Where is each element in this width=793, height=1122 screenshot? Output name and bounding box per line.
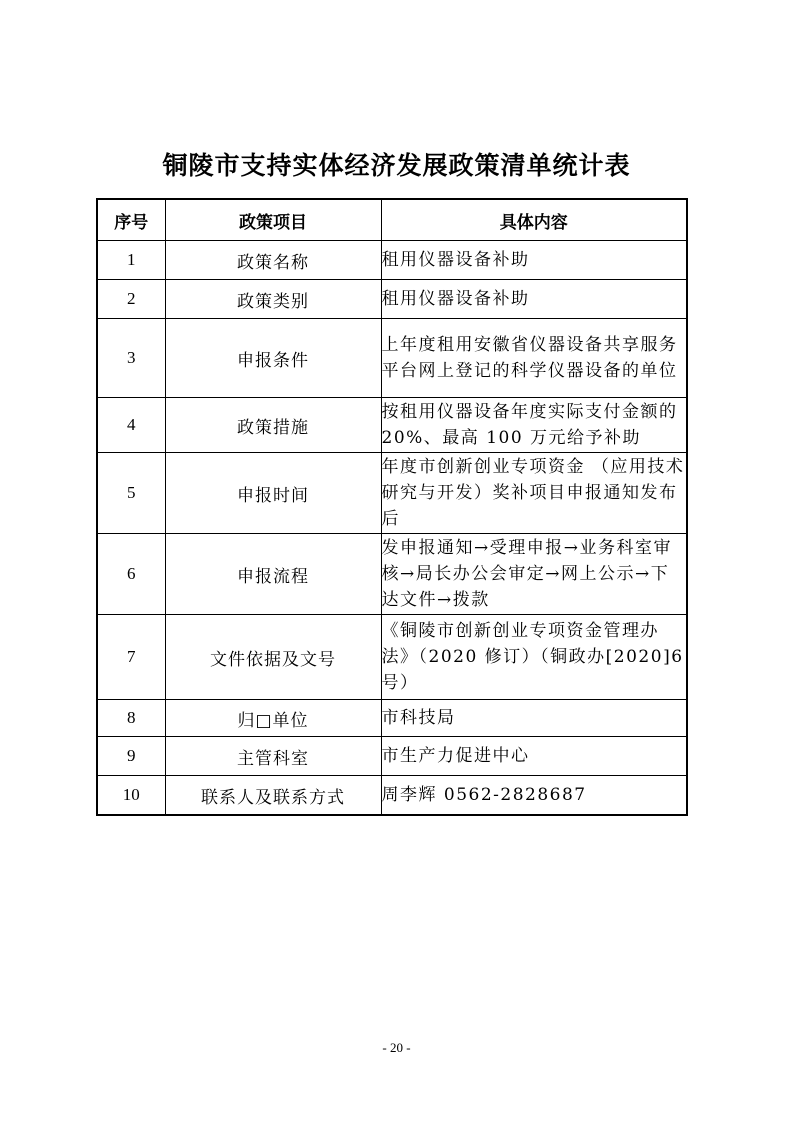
row-content: 市生产力促进中心 [381,737,687,776]
row-item: 申报条件 [165,319,381,398]
row-item: 政策措施 [165,398,381,453]
row-content: 发申报通知→受理申报→业务科室审核→局长办公会审定→网上公示→下达文件→拨款 [381,534,687,615]
table-row [97,534,687,615]
row-content: 年度市创新创业专项资金 （应用技术研究与开发）奖补项目申报通知发布后 [381,453,687,534]
row-no: 1 [97,241,165,280]
row-item: 申报时间 [165,453,381,534]
header-no: 序号 [97,199,165,241]
row-no: 6 [97,534,165,615]
row-content: 《铜陵市创新创业专项资金管理办法》（2020 修订）（铜政办[2020]6 号） [381,615,687,700]
table-row [97,737,687,776]
row-item: 文件依据及文号 [165,615,381,700]
row-no: 4 [97,398,165,453]
table-row [97,398,687,453]
row-no: 2 [97,280,165,319]
row-item: 政策类别 [165,280,381,319]
row-no: 3 [97,319,165,398]
table-row [97,700,687,737]
table-row [97,776,687,816]
row-no: 10 [97,776,165,816]
table-row [97,453,687,534]
page-title: 铜陵市支持实体经济发展政策清单统计表 [162,151,631,180]
row-content: 上年度租用安徽省仪器设备共享服务平台网上登记的科学仪器设备的单位 [381,319,687,398]
row-no: 9 [97,737,165,776]
row-no: 8 [97,700,165,737]
policy-table [96,198,688,816]
row-item: 政策名称 [165,241,381,280]
header-item: 政策项目 [165,199,381,241]
table-row [97,280,687,319]
row-item: 联系人及联系方式 [165,776,381,816]
table-header-row [97,199,687,241]
row-item: 申报流程 [165,534,381,615]
row-content: 市科技局 [381,700,687,737]
row-content: 按租用仪器设备年度实际支付金额的 20%、最高 100 万元给予补助 [381,398,687,453]
row-no: 7 [97,615,165,700]
table-row [97,241,687,280]
table-row [97,615,687,700]
row-no: 5 [97,453,165,534]
header-content: 具体内容 [381,199,687,241]
row-content: 租用仪器设备补助 [381,241,687,280]
page-number: - 20 - [382,1040,411,1055]
row-content: 租用仪器设备补助 [381,280,687,319]
row-content: 周李辉 0562-2828687 [381,776,687,816]
table-row [97,319,687,398]
row-item: 归□单位 [165,700,381,737]
row-item: 主管科室 [165,737,381,776]
